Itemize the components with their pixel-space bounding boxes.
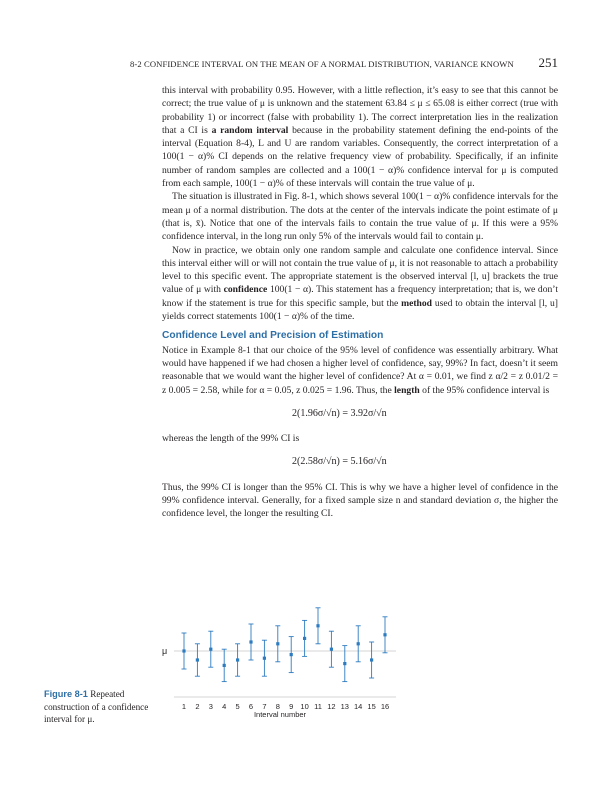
x-tick-label: 1 — [181, 702, 187, 711]
x-tick-label: 5 — [235, 702, 240, 711]
chart-marks — [174, 608, 396, 682]
ci-chart — [160, 585, 405, 735]
point-estimate — [383, 633, 386, 636]
x-tick-label: 7 — [262, 702, 267, 711]
point-estimate — [263, 657, 266, 660]
x-tick-label: 11 — [314, 702, 322, 711]
x-tick-label: 6 — [248, 702, 254, 711]
confidence-interval-7 — [262, 640, 267, 676]
paragraph-2: The situation is illustrated in Fig. 8-1, which shows several 100(1 − α)% confidence intervals for the mean μ of a normal distribution. The dots at the center of the intervals indicate the point estimate of μ (that is, x̄). Notice that one of the intervals fails to contain the true value of μ. If this were a 95% confidence interval, in the long run only 5% of the intervals would fail to contain μ. — [162, 191, 558, 243]
x-tick-label: 14 — [354, 702, 363, 711]
point-estimate — [249, 640, 252, 643]
x-tick-label: 3 — [208, 702, 213, 711]
x-tick-label: 13 — [340, 702, 349, 711]
point-estimate — [343, 662, 346, 665]
equation-99-length: 2(2.58σ/√n) = 5.16σ/√n — [292, 456, 387, 468]
confidence-interval-12 — [329, 631, 334, 667]
point-estimate — [290, 653, 293, 656]
paragraph-4: Notice in Example 8-1 that our choice of the 95% level of confidence was essentially arbitrary. What would have happened if we had chosen a higher level of confidence, say, 99%? In fact, doesn’t it seem reasonable that we would want the higher level of confidence? At α = 0.01, we find z α/2 = z 0.01/2 = z 0.005 = 2.58, while for α = 0.05, z 0.025 = 1.96. Thus, the length of the 95% confidence interval is — [162, 344, 558, 396]
confidence-interval-14 — [356, 626, 361, 662]
point-estimate — [276, 642, 279, 645]
x-tick-label: 12 — [327, 702, 336, 711]
point-estimate — [303, 637, 306, 640]
point-estimate — [316, 624, 319, 627]
x-tick-label: 9 — [289, 702, 294, 711]
point-estimate — [370, 658, 373, 661]
confidence-interval-11 — [316, 608, 321, 644]
point-estimate — [182, 649, 185, 652]
point-estimate — [196, 658, 199, 661]
confidence-interval-5 — [235, 644, 240, 676]
x-tick-label: 2 — [195, 702, 200, 711]
figure-caption — [44, 688, 159, 726]
mu-axis-label: μ — [162, 646, 168, 656]
section-heading: Confidence Level and Precision of Estimation — [162, 330, 384, 342]
confidence-interval-4 — [222, 649, 227, 681]
x-tick-label: 16 — [380, 702, 390, 711]
x-tick-label: 15 — [367, 702, 376, 711]
running-header — [130, 55, 558, 73]
point-estimate — [357, 642, 360, 645]
equation-95-length: 2(1.96σ/√n) = 3.92σ/√n — [292, 407, 387, 419]
confidence-interval-16 — [383, 617, 388, 653]
body-text — [162, 84, 558, 521]
page-number: 251 — [538, 55, 558, 70]
confidence-interval-3 — [208, 631, 213, 667]
x-tick-label: 4 — [222, 702, 227, 711]
paragraph-5: whereas the length of the 99% CI is — [162, 433, 300, 445]
confidence-interval-9 — [289, 637, 294, 673]
figure-8-1 — [160, 585, 405, 740]
point-estimate — [209, 648, 212, 651]
confidence-interval-8 — [275, 626, 280, 662]
paragraph-1: this interval with probability 0.95. However, with a little reflection, it’s easy to see that this cannot be correct; the true value of μ is unknown and the statement 63.84 ≤ μ ≤ 65.08 is either correct (true with probability 1) or incorrect (false with probability 1). The correct interpretation lies in the realization that a CI is a random interval because in the probability statement defining the end-points of the interval (Equation 8-4), L and U are random variables. Consequently, the correct interpretation of a 100(1 − α)% CI depends on the relative frequency view of probability. Specifically, if an infinite number of random samples are collected and a 100(1 − α)% confidence interval for μ is computed from each sample, 100(1 − α)% of these intervals will contain the true value of μ. — [162, 85, 558, 190]
paragraph-3: Now in practice, we obtain only one random sample and calculate one confidence interval. Since this interval either will or will not contain the true value of μ, it is not reasonable to attach a probability level to this specific event. The appropriate statement is the observed interval [l, u] brackets the true value of μ with confidence 100(1 − α). This statement has a frequency interpretation; that is, we don’t know if the statement is true for this specific sample, but the method used to obtain the interval [l, u] yields correct statements 100(1 − α)% of the time. — [162, 244, 558, 323]
x-axis-label: Interval number — [253, 710, 307, 719]
caption-label: Figure 8-1 — [44, 689, 88, 699]
point-estimate — [236, 658, 239, 661]
running-title: 8-2 CONFIDENCE INTERVAL ON THE MEAN OF A NORMAL DISTRIBUTION, VARIANCE KNOWN — [130, 59, 514, 69]
point-estimate — [223, 664, 226, 667]
paragraph-6: Thus, the 99% CI is longer than the 95% CI. This is why we have a higher level of confidence in the 99% confidence interval. Generally, for a fixed sample size n and standard deviation σ, the higher the confidence level, the longer the resulting CI. — [162, 481, 558, 520]
point-estimate — [330, 648, 333, 651]
caption-text: Repeated construction of a confidence interval for μ. — [44, 689, 149, 724]
x-tick-label: 8 — [275, 702, 280, 711]
x-tick-label: 10 — [300, 702, 309, 711]
confidence-interval-15 — [369, 642, 374, 678]
confidence-interval-2 — [195, 644, 200, 676]
confidence-interval-6 — [249, 624, 254, 660]
